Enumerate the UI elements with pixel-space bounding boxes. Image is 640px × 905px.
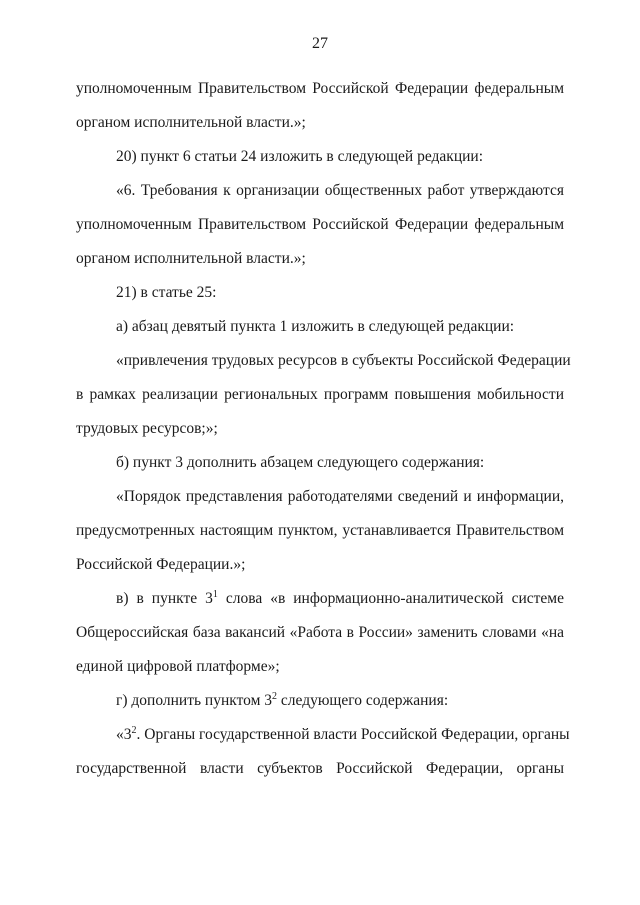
text-line: в) в пункте $3^1$ слова «в информационно-аналитической системе [116,589,564,607]
text-line: органом исполнительной власти.»; [76,250,306,267]
text-line: Российской Федерации.»; [76,556,246,573]
page-number: 27 [312,35,328,52]
text-line: единой цифровой платформе»; [76,658,280,675]
text-line: государственной власти субъектов Российской Федерации, органы [76,760,564,777]
text-line: уполномоченным Правительством Российской Федерации федеральным [76,216,564,233]
document-body [76,72,571,786]
text-line: а) абзац девятый пункта 1 изложить в следующей редакции: [116,318,515,335]
text-line: уполномоченным Правительством Российской Федерации федеральным [76,80,564,97]
text-line: «Порядок представления работодателями сведений и информации, [116,488,564,505]
text-line: органом исполнительной власти.»; [76,114,306,131]
text-line: 21) в статье 25: [116,284,217,301]
text-line: «6. Требования к организации общественных работ утверждаются [116,182,564,199]
text-line: г) дополнить пунктом $3^2$ следующего содержания: [116,691,449,709]
text-line: «$3^2$. Органы государственной власти Российской Федерации, органы [116,725,570,743]
text-line: б) пункт 3 дополнить абзацем следующего содержания: [116,454,485,471]
text-line: Общероссийская база вакансий «Работа в России» заменить словами «на [76,624,564,641]
text-line: 20) пункт 6 статьи 24 изложить в следующей редакции: [116,148,484,165]
text-line: трудовых ресурсов;»; [76,420,218,437]
text-line: предусмотренных настоящим пунктом, устанавливается Правительством [76,522,564,539]
text-line: в рамках реализации региональных программ повышения мобильности [76,386,564,403]
text-line: «привлечения трудовых ресурсов в субъекты Российской Федерации [116,352,571,369]
